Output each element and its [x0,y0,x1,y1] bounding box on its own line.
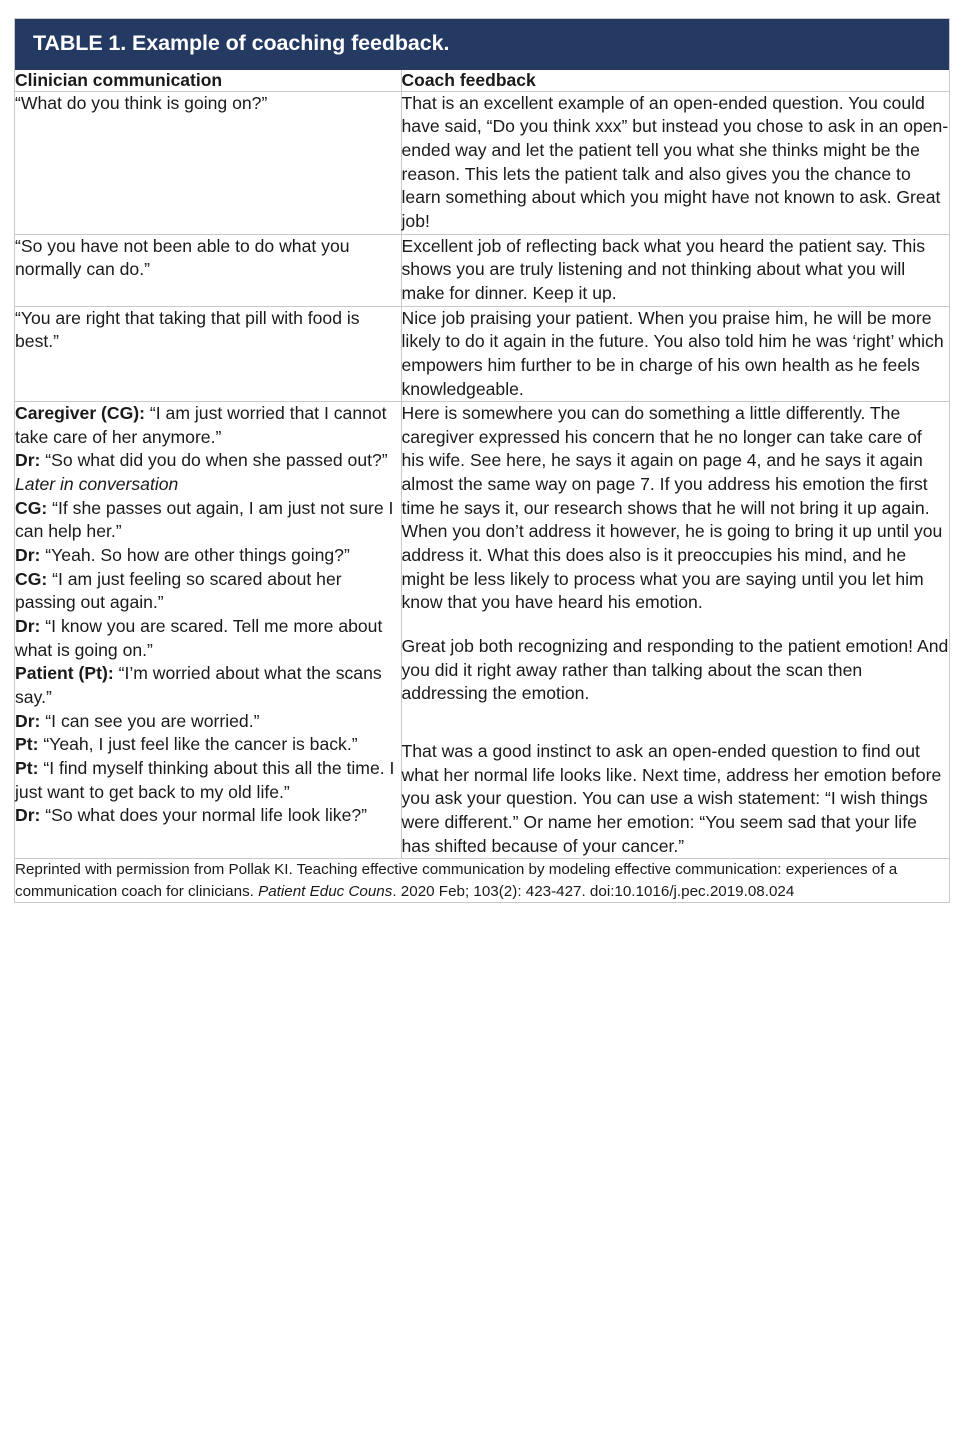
table-footnote-row [15,859,949,902]
dialogue-line [15,805,367,825]
dialogue-line [15,474,178,494]
coach-feedback-text [401,402,949,859]
table-row [15,91,949,234]
dialogue-speaker-label: Dr: [15,450,41,471]
dialogue-utterance: “Yeah. So how are other things going?” [40,545,350,566]
table-header-row [15,70,949,92]
dialogue-speaker-label: Pt: [15,734,39,755]
dialogue-line [15,616,382,660]
dialogue-utterance: “I can see you are worried.” [40,710,260,731]
coach-feedback-text [401,234,949,306]
dialogue-utterance: “Yeah, I just feel like the cancer is back.” [38,734,358,755]
dialogue-utterance: “So what does your normal life look like?” [40,805,368,826]
dialogue-line [15,450,388,470]
dialogue-list [15,402,401,828]
dialogue-line [15,403,387,447]
feedback-paragraph: Great job both recognizing and responding to the patient emotion! And you did it right away rather than talking about the scan then addressing the emotion. [401,636,949,704]
citation-journal-name: Patient Educ Couns [258,882,393,900]
feedback-paragraph: Here is somewhere you can do something a little differently. The caregiver expressed his concern that he no longer can take care of his wife. See here, he says it again on page 4, and he says it again almost the same way on page 7. If you address his emotion the first time he says it, our research shows that he will not bring it up again. When you don’t address it however, he is going to bring it up until you address it. What this does also is it preoccupies his mind, and he might be less likely to process what you are saying until you let him know that you have heard his emotion. [401,403,943,613]
citation-text-part-2: . 2020 Feb; 103(2): 423-427. doi:10.1016/j.pec.2019.08.024 [392,882,795,900]
dialogue-utterance: Later in conversation [15,474,179,495]
dialogue-utterance: “If she passes out again, I am just not sure I can help her.” [15,497,394,542]
dialogue-line [15,498,393,542]
dialogue-speaker-label: Caregiver (CG): [15,403,146,424]
column-header-coach-feedback: Coach feedback [401,70,949,92]
table-row [15,306,949,402]
coaching-feedback-table [15,70,949,902]
coach-feedback-text [401,306,949,402]
dialogue-utterance: “I am just feeling so scared about her passing out again.” [15,568,342,613]
table-container [14,18,950,903]
table-row [15,234,949,306]
dialogue-line [15,569,342,613]
feedback-paragraph: That was a good instinct to ask an open-ended question to find out what her normal life looks like. Next time, address her emotion before you ask your question. You can use a wish statement: “I wish things were different.” Or name her emotion: “You seem sad that your life has shifted because of your cancer.” [401,741,942,856]
clinician-quote: “What do you think is going on?” [15,91,401,234]
column-header-clinician-communication: Clinician communication [15,70,401,92]
source-citation [15,859,949,902]
dialogue-utterance: “So what did you do when she passed out?” [40,450,388,471]
dialogue-utterance: “I know you are scared. Tell me more about what is going on.” [15,616,383,660]
coach-feedback-text [401,91,949,234]
table-title: TABLE 1. Example of coaching feedback. [15,19,949,70]
feedback-paragraph: That is an excellent example of an open-ended question. You could have said, “Do you think xxx” but instead you chose to ask in an open-ended way and let the patient tell you what she thinks might be the reason. This lets the patient talk and also gives you the chance to learn something about which you might have not known to ask. Great job! [401,92,949,231]
dialogue-line [15,711,259,731]
dialogue-line [15,663,382,707]
dialogue-speaker-label: Patient (Pt): [15,663,114,684]
dialogue-speaker-label: Dr: [15,710,41,731]
dialogue-line [15,734,358,754]
table-row-dialogue [15,402,949,859]
dialogue-speaker-label: Pt: [15,758,39,779]
clinician-quote: “You are right that taking that pill with food is best.” [15,306,401,402]
dialogue-speaker-label: Dr: [15,616,41,637]
feedback-paragraph: Excellent job of reflecting back what you heard the patient say. This shows you are truly listening and not thinking about what you will make for dinner. Keep it up. [401,235,926,303]
dialogue-utterance: “I’m worried about what the scans say.” [15,663,382,708]
dialogue-speaker-label: Dr: [15,805,41,826]
dialogue-utterance: “I am just worried that I cannot take care of her anymore.” [15,403,387,447]
feedback-paragraph: Nice job praising your patient. When you praise him, he will be more likely to do it again in the future. You also told him he was ‘right’ which empowers him further to be in charge of his own health as he feels knowledgeable. [401,307,944,399]
dialogue-line [15,545,350,565]
dialogue-utterance: “I find myself thinking about this all the time. I just want to get back to my old life.” [15,758,395,802]
dialogue-line [15,758,394,802]
dialogue-speaker-label: CG: [15,497,48,518]
dialogue-speaker-label: CG: [15,568,48,589]
clinician-dialogue-transcript [15,402,401,859]
clinician-quote: “So you have not been able to do what you normally can do.” [15,234,401,306]
dialogue-speaker-label: Dr: [15,545,41,566]
citation-text-part-1: Reprinted with permission from Pollak KI. Teaching effective communication by modeling effective communication: experiences of a communication coach for clinicians. [15,861,898,900]
